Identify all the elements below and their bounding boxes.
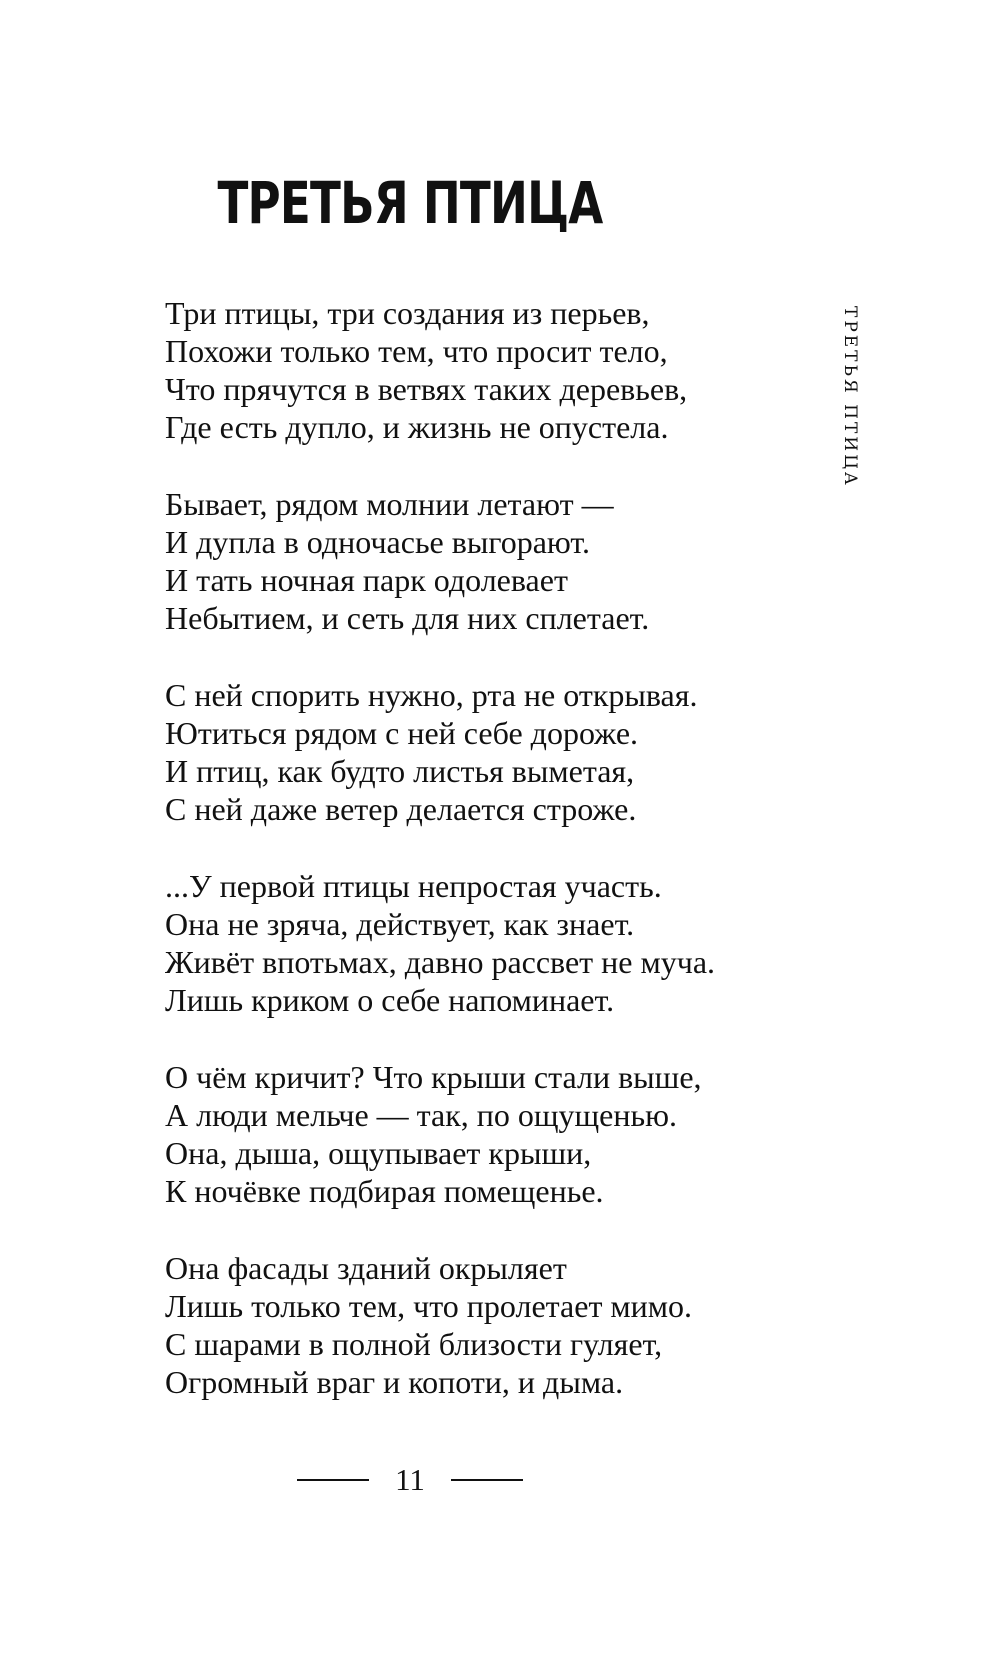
- stanza-2: [165, 485, 805, 637]
- poem-line: Она фасады зданий окрыляет: [165, 1250, 567, 1286]
- stanza-6: [165, 1249, 805, 1401]
- folio-rule-left: [297, 1479, 369, 1481]
- poem-line: Похожи только тем, что просит тело,: [165, 333, 668, 369]
- stanza-5: [165, 1058, 805, 1210]
- poem-line: Живёт впотьмах, давно рассвет не муча.: [165, 944, 716, 980]
- stanza-3: [165, 676, 805, 828]
- poem-line: Где есть дупло, и жизнь не опустела.: [165, 409, 669, 445]
- poem-line: И дупла в одночасье выгорают.: [165, 524, 590, 560]
- poem-line: Она не зряча, действует, как знает.: [165, 906, 635, 942]
- poem-line: Лишь только тем, что пролетает мимо.: [165, 1288, 693, 1324]
- poem-line: И тать ночная парк одолевает: [165, 562, 568, 598]
- poem-title: ТРЕТЬЯ ПТИЦА: [217, 169, 603, 237]
- poem-line: И птиц, как будто листья выметая,: [165, 753, 635, 789]
- poem-line: Ютиться рядом с ней себе дороже.: [165, 715, 639, 751]
- poem-line: ...У первой птицы непростая участь.: [165, 868, 662, 904]
- poem-line: Она, дыша, ощупывает крыши,: [165, 1135, 592, 1171]
- poem-line: Огромный враг и копоти, и дыма.: [165, 1364, 624, 1400]
- folio-rule-right: [451, 1479, 523, 1481]
- page-footer: [0, 1462, 820, 1498]
- page-number: 11: [395, 1462, 425, 1497]
- poem-line: Небытием, и сеть для них сплетает.: [165, 600, 650, 636]
- poem-line: А люди мельче — так, по ощущенью.: [165, 1097, 677, 1133]
- poem-body: [165, 294, 805, 1440]
- poem-line: О чём кричит? Что крыши стали выше,: [165, 1059, 702, 1095]
- poem-line: Лишь криком о себе напоминает.: [165, 982, 615, 1018]
- running-head: ТРЕТЬЯ ПТИЦА: [840, 306, 860, 488]
- poem-line: К ночёвке подбирая помещенье.: [165, 1173, 604, 1209]
- poem-line: С шарами в полной близости гуляет,: [165, 1326, 663, 1362]
- poem-line: Бывает, рядом молнии летают —: [165, 486, 614, 522]
- poem-line: Что прячутся в ветвях таких деревьев,: [165, 371, 688, 407]
- stanza-4: [165, 867, 805, 1019]
- poem-line: С ней спорить нужно, рта не открывая.: [165, 677, 698, 713]
- poem-line: Три птицы, три создания из перьев,: [165, 295, 650, 331]
- poem-line: С ней даже ветер делается строже.: [165, 791, 637, 827]
- stanza-1: [165, 294, 805, 446]
